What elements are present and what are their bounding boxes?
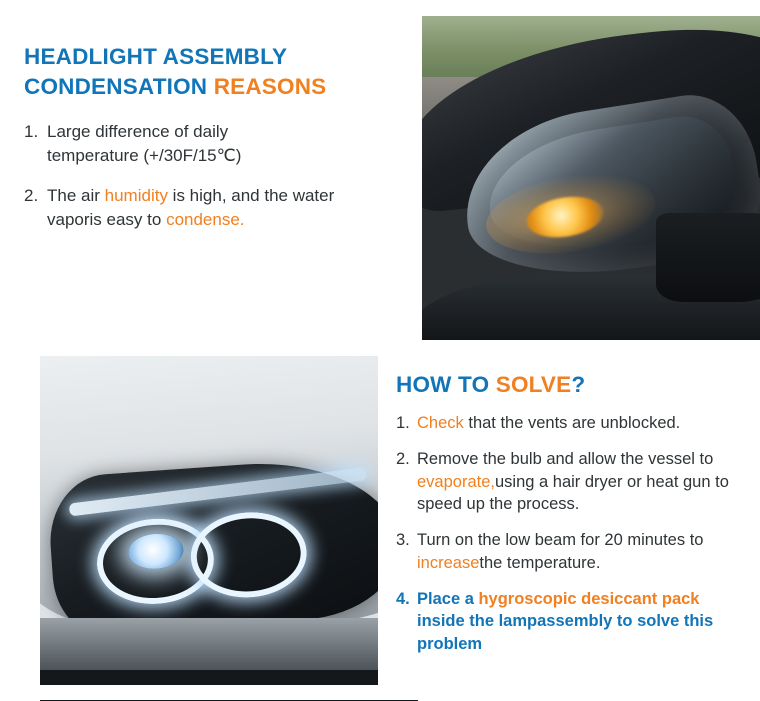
list-item-text: Large difference of daily temperature (+/30F/15℃) (47, 121, 242, 165)
list-item (24, 184, 360, 232)
list-item-text-part: The air (47, 186, 105, 206)
title-line-2-main: CONDENSATION (24, 73, 214, 99)
condensation-reasons-panel (0, 0, 382, 340)
title-line-1: HEADLIGHT ASSEMBLY (24, 44, 288, 69)
led-halo-ring-right (188, 508, 310, 601)
list-item-number: 2. (396, 449, 410, 468)
list-item-number: 2. (24, 186, 39, 206)
list-item-number: 1. (396, 414, 410, 432)
title-line-2-accent: REASONS (213, 73, 327, 99)
list-item-number: 3. (396, 531, 410, 550)
section-title-tail: ? (571, 372, 586, 397)
led-headlight-photo (40, 356, 418, 701)
list-item (396, 529, 744, 575)
list-item-number: 1. (24, 121, 39, 141)
section-title-accent: SOLVE (495, 372, 572, 397)
list-item (396, 448, 744, 516)
page-title (24, 42, 360, 102)
headlight-condensation-photo (422, 16, 760, 356)
list-item-text-highlight: increase (417, 553, 480, 572)
list-item-text-part: inside the lampassembly to solve this problem (417, 612, 714, 654)
list-item-text-part: the temperature. (479, 553, 601, 572)
list-item-text-part: Remove the bulb and allow the vessel to (417, 449, 714, 468)
list-item-text-part: Place a (417, 589, 479, 608)
list-item-text-highlight: evaporate, (417, 472, 495, 491)
how-to-solve-panel (378, 340, 760, 685)
list-item (396, 412, 744, 435)
list-item-text-highlight: Check (417, 414, 464, 432)
list-item-number: 4. (396, 589, 410, 608)
list-item-text-highlight: humidity (104, 186, 168, 206)
list-item-text-part: using a hair dryer or heat gun to speed up the process. (417, 472, 729, 514)
list-item-text-highlight: condense. (166, 210, 245, 230)
list-item-text-part: that the vents are unblocked. (463, 414, 681, 432)
page-footer-spacer (0, 685, 760, 700)
list-item (396, 588, 744, 656)
reasons-list (24, 120, 360, 233)
list-item (24, 120, 360, 168)
list-item-text-part: is high, and the water vaporis easy to (47, 186, 335, 230)
section-title (396, 372, 744, 398)
led-strip (69, 468, 367, 517)
list-item-text-part: Turn on the low beam for 20 minutes to (417, 531, 704, 550)
solutions-list (396, 412, 744, 656)
list-item-text-highlight: hygroscopic desiccant pack (478, 589, 700, 608)
section-title-main: HOW TO (396, 372, 496, 397)
car-grille-shape (656, 213, 760, 301)
